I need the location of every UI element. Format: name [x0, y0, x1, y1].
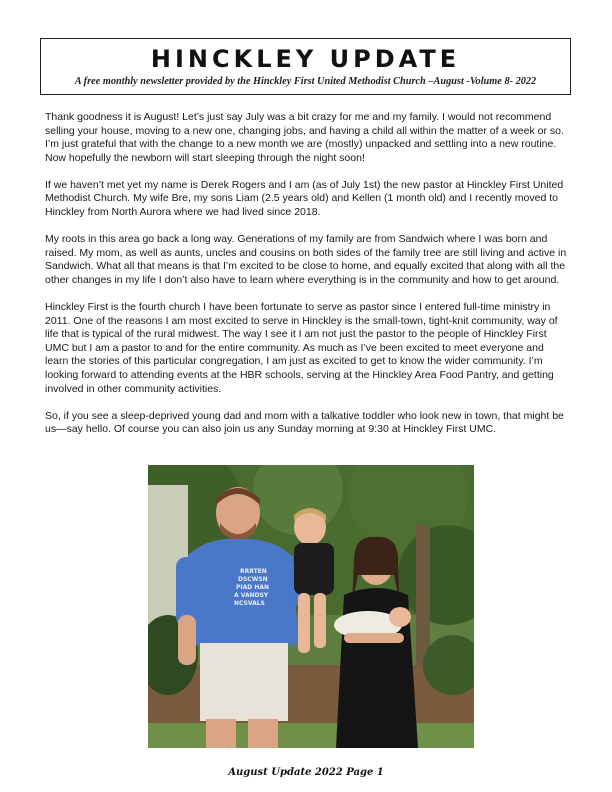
paragraph-1: Thank goodness it is August! Let’s just say July was a bit crazy for me and my family. I would not recommend selling your house, moving to a new one, changing jobs, and having a child all within the matter of a week or so. I’m just grateful that with the change to a new month we are (mostly) unpacked and settling into a new routine. Now hopefully the newborn will start sleeping through the night soon!	[45, 111, 564, 164]
paragraph-4: Hinckley First is the fourth church I have been fortunate to serve as pastor since I entered full-time ministry in 2011. One of the reasons I am most excited to serve in Hinckley is the small-town, tight-knit community, way of life that is typical of the rural midwest. The way I see it I am not just the pastor to the people of Hinckley First UMC but I am a pastor to and for the entire community. As much as I’ve been excited to meet everyone and learn the stories of this particular congregation, I am just as excited to get to know the wider community. I’m looking forward to attending events at the HBR schools, serving at the Hinckley Area Food Pantry, and getting involved in other community activities.	[45, 301, 558, 395]
shirt-text-3: PIAD HAN	[236, 584, 270, 591]
shirt-text-2: DSCWSN	[238, 576, 268, 583]
family-photo	[148, 465, 474, 748]
masthead	[40, 38, 571, 95]
newsletter-title: HINCKLEY UPDATE	[150, 45, 461, 73]
shirt-text-4: A VANDSY	[234, 592, 269, 599]
paragraph-3: My roots in this area go back a long way. Generations of my family are from Sandwich where I was born and raised. My mom, as well as aunts, uncles and cousins on both sides of the family tree are still living and active in Sandwich. What all that means is that I’m excited to be close to home, and equally excited that along with all the other changes in my life I don’t also have to learn where everything is in the community and how to get around.	[45, 233, 567, 286]
paragraph-2: If we haven’t met yet my name is Derek Rogers and I am (as of July 1st) the new pastor at Hinckley First United Methodist Church. My wife Bre, my sons Liam (2.5 years old) and Kellen (1 month old) and I recently moved to Hinckley from North Aurora where we had lived since 2018.	[45, 178, 564, 219]
page-footer: August Update 2022 Page 1	[228, 767, 384, 778]
newsletter-subtitle: A free monthly newsletter provided by the Hinckley First United Methodist Church –August -Volume 8- 2022	[74, 76, 537, 87]
article-body	[45, 111, 569, 450]
shirt-text-1: RRRTEN	[240, 568, 267, 575]
paragraph-5: So, if you see a sleep-deprived young dad and mom with a talkative toddler who look new in town, that might be us—say hello. Of course you can also join us any Sunday morning at 9:30 at Hinckley First UMC.	[45, 409, 564, 436]
shirt-text-5: NCSVALS	[234, 600, 265, 607]
family-photo-illustration	[148, 465, 474, 748]
